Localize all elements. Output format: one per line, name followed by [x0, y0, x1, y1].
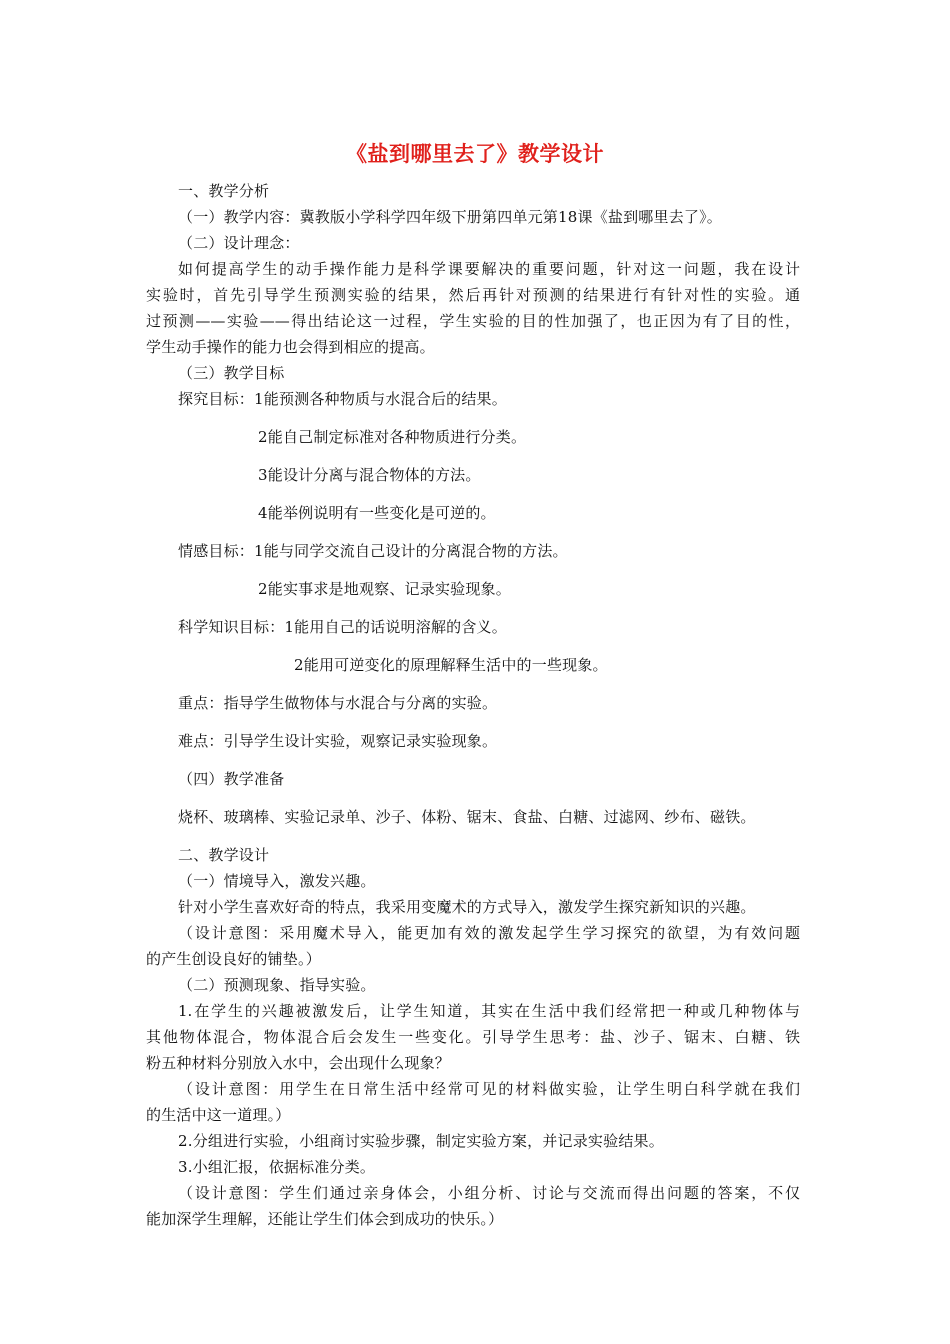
emotion-goal-item: 情感目标：1能与同学交流自己设计的分离混合物的方法。 — [178, 542, 568, 560]
explore-goal-item: 2能自己制定标准对各种物质进行分类。 — [258, 428, 527, 446]
design-concept-line: 过预测——实验——得出结论这一过程，学生实验的目的性加强了，也正因为有了目的性， — [146, 312, 800, 330]
key-point: 重点：指导学生做物体与水混合与分离的实验。 — [178, 694, 498, 712]
step2-substep: 2.分组进行实验，小组商讨实验步骤，制定实验方案，并记录实验结果。 — [178, 1132, 664, 1150]
step2-paragraph-line: 粉五种材料分别放入水中，会出现什么现象？ — [146, 1054, 451, 1072]
teaching-content: （一）教学内容：冀教版小学科学四年级下册第四单元第18课《盐到哪里去了》。 — [178, 208, 722, 226]
step2-intent-line: （设计意图：学生们通过亲身体会，小组分析、讨论与交流而得出问题的答案，不仅 — [178, 1184, 800, 1202]
step2-intent-line: 能加深学生理解，还能让学生们体会到成功的快乐。） — [146, 1210, 504, 1228]
knowledge-goal-item: 科学知识目标：1能用自己的话说明溶解的含义。 — [178, 618, 507, 636]
step1-intent-line: 的产生创设良好的铺垫。） — [146, 950, 321, 968]
step2-paragraph-line: 1.在学生的兴趣被激发后，让学生知道，其实在生活中我们经常把一种或几种物体与 — [178, 1002, 800, 1020]
step2-intent-line: （设计意图：用学生在日常生活中经常可见的材料做实验，让学生明白科学就在我们 — [178, 1080, 800, 1098]
teaching-prep-heading: （四）教学准备 — [178, 770, 285, 788]
step1-heading: （一）情境导入，激发兴趣。 — [178, 872, 376, 890]
step2-heading: （二）预测现象、指导实验。 — [178, 976, 376, 994]
explore-goal-item: 4能举例说明有一些变化是可逆的。 — [258, 504, 496, 522]
design-concept-line: 实验时，首先引导学生预测实验的结果，然后再针对预测的结果进行有针对性的实验。通 — [146, 286, 800, 304]
knowledge-goal-item: 2能用可逆变化的原理解释生活中的一些现象。 — [294, 656, 608, 674]
step2-intent-line: 的生活中这一道理。） — [146, 1106, 291, 1124]
section-heading-analysis: 一、教学分析 — [178, 182, 270, 200]
step1-intent-line: （设计意图：采用魔术导入，能更加有效的激发起学生学习探究的欲望，为有效问题 — [178, 924, 800, 942]
section-heading-design: 二、教学设计 — [178, 846, 270, 864]
difficult-point: 难点：引导学生设计实验，观察记录实验现象。 — [178, 732, 498, 750]
step2-paragraph-line: 其他物体混合，物体混合后会发生一些变化。引导学生思考：盐、沙子、锯末、白糖、铁 — [146, 1028, 800, 1046]
teaching-prep-items: 烧杯、玻璃棒、实验记录单、沙子、体粉、锯末、食盐、白糖、过滤网、纱布、磁铁。 — [178, 808, 756, 826]
design-concept-line: 学生动手操作的能力也会得到相应的提高。 — [146, 338, 435, 356]
document-title: 《盐到哪里去了》教学设计 — [346, 142, 604, 166]
step1-text: 针对小学生喜欢好奇的特点，我采用变魔术的方式导入，激发学生探究新知识的兴趣。 — [178, 898, 756, 916]
emotion-goal-item: 2能实事求是地观察、记录实验现象。 — [258, 580, 511, 598]
design-concept-heading: （二）设计理念： — [178, 234, 300, 252]
design-concept-line: 如何提高学生的动手操作能力是科学课要解决的重要问题，针对这一问题，我在设计 — [178, 260, 800, 278]
explore-goal-item: 探究目标：1能预测各种物质与水混合后的结果。 — [178, 390, 507, 408]
teaching-goals-heading: （三）教学目标 — [178, 364, 285, 382]
step2-substep: 3.小组汇报，依据标准分类。 — [178, 1158, 376, 1176]
explore-goal-item: 3能设计分离与混合物体的方法。 — [258, 466, 481, 484]
